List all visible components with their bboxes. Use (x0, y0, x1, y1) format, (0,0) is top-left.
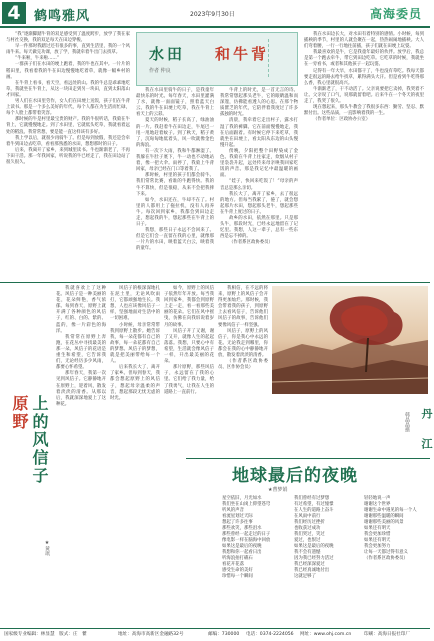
poem-line: 如果这是最后的夜晚 (294, 544, 334, 549)
poem-line: 听海浪拍打礁石 (222, 556, 253, 561)
poem-line: 珍惜每一个瞬间 (222, 574, 253, 579)
paragraph: 傍晚，夕阳把整个田野染成了金色。我骑在牛背上往家走，炊烟从村子里袅袅升起，远处传来母亲唤我回家吃饭的声音。那是我记忆中最温暖的画面。 (220, 148, 298, 179)
poem-line: 轻轻地说一声 (364, 496, 391, 501)
paragraph: 夏天的时候，稻子长高了，绿油油的一片。我赶着牛在田边走，牛尾巴一甩一甩地赶着蚊子。到了秋天，稻子黄了，沉甸甸地低着头，风一吹就像金色的海浪。 (136, 118, 214, 148)
page-number: 4 (2, 2, 26, 24)
paragraph: 风信子，原野上的风信子，你是我心中永远的花。无论我走到哪里，你都会在我的心中静静地开放，散发着淡淡的清香。 (218, 328, 268, 359)
poem-line: 我已经真诚地付出 (294, 568, 330, 573)
paragraph: 如今，水田还在，牛却不在了。村里的人都用上了拖拉机，没有人再养牛。每次回到家乡，我都会到田边走走，想起我的牛，想起那些在牛背上的日子。 (136, 197, 214, 228)
banner-ornament (268, 39, 291, 77)
poem-line: 在风雨中前行 (294, 514, 321, 519)
poem-line: 有过希望，有过憧憬 (294, 502, 334, 507)
footer-website: 网址：www.ohj.com.cn (300, 632, 352, 637)
poem-line: 我们经历过挫折 (294, 520, 325, 525)
poem-line: 感受生命的美好 (222, 568, 253, 573)
landscape-photo (272, 286, 428, 394)
poem-line: 听风的声音 (222, 508, 244, 513)
page-footer (0, 628, 430, 641)
poem-line: 因为我已经努力活过 (294, 556, 334, 561)
poem-column (294, 496, 364, 580)
poem-line: 也收获过成功 (294, 526, 321, 531)
poem-line: 我不会有遗憾 (294, 550, 321, 555)
article-author: 作者 仲良 (149, 68, 171, 74)
paragraph: 一群孩子们在水田的埂上跑着，我的牛也在其中。一片片的稻田里，我看着我的牛在田边慢慢地吃着草，就像一幅乡村的画。 (6, 62, 130, 80)
paragraph: 小时候，母亲常常带我到原野上散步。她告诉我，每一朵花都有自己的故事，每一朵花都有自己的梦想。风信子的梦想，就是把美丽带给每一个人。 (110, 322, 160, 365)
paragraph: 我上学以后，就很少再骑牛了。但是每到放假，我还是会牵着牛到田边去吃草，看看那熟悉的水田，想想那时的日子。 (6, 135, 130, 147)
paragraph: 现在想起来，那头牛教会了我很多东西：勤劳、坚忍、默默付出。这些品质，一直影响着我的一生。 (304, 105, 424, 117)
paragraph: “娃子，快回来吃饭了！”母亲的声音总是那么亲切。 (220, 179, 298, 191)
article-column (6, 32, 130, 278)
poem-column (222, 496, 292, 580)
footer-printer: 印刷：高海日报社印厂 (364, 632, 410, 637)
paragraph: 风信子开了又谢，谢了又开，就像人生的起起落落。我想，只要心中有希望，生活就会像风信子一样，开出最美丽的花朵。 (164, 328, 214, 365)
poem-line: 像电影一样在脑海中回放 (222, 538, 271, 543)
paragraph: 在牛背上看书，看天空，看远处的山。我的牛总是乖乖地吃草，我就坐在牛背上，从这一块田走到另一块田，直到太阳落山才回家。 (6, 80, 130, 98)
essay-author: ★黄琪 (44, 540, 50, 556)
poem-line: 我们哭过，笑过 (294, 532, 325, 537)
poem-author: ★曹梦娟 (268, 487, 288, 493)
section-divider (0, 282, 430, 283)
paragraph: 我最喜欢的是牛，它是我童年最好的伙伴。放学后，我总是第一个跑去牵牛，带它到田边吃草。它吃草的时候，我就坐在一旁看书，或者和其他孩子一起玩耍。 (304, 50, 424, 68)
article-title-part1: 水田 (149, 45, 186, 63)
poem-line: 想起了许多往事 (222, 520, 253, 525)
footer-editor: 国家级专业编辑：林显慧 版式：庄 藿 (4, 632, 87, 637)
poem-divider (186, 458, 430, 459)
footer-phone: 电话：0374-2224056 (246, 632, 294, 637)
issue-date: 2023年9月30日 (190, 11, 235, 18)
paragraph: 那时候的牛是村里最宝贵的财产。我的牛很听话，我骑在牛背上，它就慢慢地走。到了水田里，它就低头吃草，我就看着远处的稻浪。我常常想，要是能一直这样该有多好。 (6, 117, 130, 135)
poem-line: 我们曾经有过梦想 (294, 496, 330, 501)
page-header (0, 0, 430, 26)
paragraph: 牛渐渐老了，干不动活了。父亲说要把它卖掉，我哭着不让。父亲叹了口气，说那就留着吧。后来牛在一个冬天的夜里走了，我哭了很久。 (304, 86, 424, 105)
poem-title: 地球最后的夜晚 (232, 466, 358, 486)
article-title-part2: 和牛背 (215, 45, 270, 63)
paragraph: 清晨，我牵着它走出村子，露水打湿了我的裤脚。它在前面慢慢地走，我在后面跟着。有时候它停下来吃草，我就坐在田埂上，看太阳从东边的山头慢慢升起。 (220, 118, 298, 148)
essay-title-part1: 原野 (10, 395, 29, 431)
paragraph: 那片原野，那些风信子，永远留在了我的心里。它们给了我力量，给了我勇气，让我在人生的道路上一直前行。 (164, 365, 214, 395)
essay-column (164, 286, 214, 456)
photo-title: 丹 江 (420, 408, 433, 453)
poem-line: 我已经深深爱过 (294, 562, 325, 567)
poem-line: 我会更加努力 (364, 544, 391, 549)
poem-line: 我会更加珍惜 (364, 532, 391, 537)
poem-line: 我想和你一起看日出 (222, 550, 262, 555)
article-column (220, 88, 298, 278)
paragraph: 那年春天，我第一次见到风信子。它静静地开在原野上，迎着风，散发着淡淡的清香。从那以后，我就深深地爱上了这种花。 (56, 371, 106, 407)
paragraph: 风信子的根深深地扎在泥土里，无论风吹雨打，它都顽强地生长。我想，人也应该像风信子一样，坚强地面对生活中的一切困难。 (110, 286, 160, 322)
brand-logo: 高海委员 (369, 7, 422, 21)
essay-column (110, 286, 160, 626)
poem-line: 让每一天都过得有意义 (364, 550, 408, 555)
paragraph: 早一件那时我踏过还有很多的事，直到生活里，我的一个风雨牛来。每天做完功课，放了学，我就牵着牛出门去找草。 (6, 44, 130, 56)
paragraph: 我想，那些日子永远不会回来了。但是它们会一直留在我的心里，就像那一片片的水田，映着蓝天白云，映着我的童年。 (136, 228, 214, 252)
paragraph: 我在水田里骑牛的日子，是我童年最快乐的时光。每年春天，水田里灌满了水，就像一面面镜子，照着蓝天白云。我的牛在田埂上吃草，我在牛背上看天上的云彩。 (136, 88, 214, 118)
poem-line: 那些欢笑，那些泪水 (222, 526, 262, 531)
photo-credit: 韩晶晶摄 (404, 412, 410, 432)
poem-line: 看流星划过天际 (222, 514, 253, 519)
essay-column (56, 286, 106, 626)
landscape-photo-image (272, 286, 428, 394)
poem-line: 在人生的道路上奋斗 (294, 508, 334, 513)
section-title: 鹤鸣雅风 (34, 9, 91, 24)
paragraph: （作者系区政协委员） (229, 240, 273, 246)
paragraph: 后来，我离开了家乡，来到城里读书。牛也渐渐老了，不再下田干活。那一年我回家，听说我的牛已经走了，我在田边站了很久很久。 (6, 147, 130, 165)
poem-line: 如果还有明天 (364, 526, 391, 531)
paragraph: （作者单位：区政协办公室） (313, 117, 371, 123)
poem-line: 谢谢这个世界 (364, 502, 391, 507)
essay-title-part2: 上的风信子 (30, 395, 49, 485)
poem-line: 这就足够了 (294, 574, 316, 579)
essay-column (218, 286, 268, 456)
paragraph: 如今，原野上的风信子依然年年开放。每当我回到家乡，我都会到原野上走一走，看一看那些美丽的花朵。它们在风中摇曳，仿佛在向我诉说着岁月的故事。 (164, 286, 214, 328)
paragraph: 我在水田边长大，对水田有着特别的感情。小时候，每到插秧的季节，村里的人就会聚在一起，热热闹闹地插秧。大人们弯着腰，一行一行地往前插，孩子们就在田埂上玩耍。 (304, 32, 424, 50)
poem-line: 如果还有明天 (364, 538, 391, 543)
footer-postcode: 邮编：730000 (208, 632, 240, 637)
poem-line: 谢谢生命中遇见的每一个人 (364, 508, 417, 513)
paragraph: 记得有一年大旱，水田都干了，牛也没有草吃。我每天都要走很远的路去给牛找草，累得满头大汗。但是看到牛吃得那么香，我心里就很高兴。 (304, 68, 424, 86)
poem-line: 如果这是最后的夜晚 (222, 544, 262, 549)
article-title-banner (136, 32, 298, 86)
header-rule (0, 26, 430, 28)
poem-line: 谢谢那些温暖的瞬间 (364, 514, 404, 519)
paragraph: 牛背上的时光，是一首无言的诗。我常常想起那头老牛，它的眼睛温和而深邃，仿佛能看透人的心思。在那个物质匮乏的年代，它陪伴着我度过了许多孤独的时光。 (220, 88, 298, 118)
paragraph: “我”逐渐脚踏牛背的双足感受到了温度跨步，放学了我在家与村社交换，我的双足每天在田边穿梭。 (6, 32, 130, 44)
poem-line: 爱过，也恨过 (294, 538, 321, 543)
article-column (136, 88, 214, 278)
paragraph: 我长大了，离开了家乡，去了很远的地方。但每当我累了，倦了，就会想起那片水田，想起那头老牛，想起那些在牛背上度过的日子。 (220, 191, 298, 215)
paragraph: 故乡的水田，依然在那里。只是那头牛，那段时光，已经永远地留在了记忆里。我想，人这一辈子，总有一些东西是忘不掉的。 (220, 215, 298, 240)
article-column (304, 32, 424, 278)
paragraph: 那时候，村里的孩子们都会骑牛。我们常常比赛，看谁的牛跑得快。我的牛不算快，但是很稳，从来不会把我摔下来。 (136, 173, 214, 197)
paragraph: “牛来啦，牛来啦……” (15, 56, 60, 62)
poem-column (364, 496, 428, 562)
paragraph: （作者系区政协委员、区作协会员） (218, 359, 268, 371)
poem-line: 看花开花落 (222, 562, 244, 567)
poem-line: 谢谢那些美丽的风景 (364, 520, 404, 525)
paragraph: 男人们在水田里劳作，女人们在田埂上送饭，孩子们在牛背上读书。那是一个多么美好的年代，每个人都在为生活而忙碌，每个人脸上都带着笑容。 (6, 99, 130, 117)
paragraph: 我相信，在不远的将来，原野上的风信子会开得更加灿烂。那时候，我会带着我的孩子，到原野上去看风信子，告诉他们风信子的故事，告诉他们要像风信子一样坚强。 (218, 286, 268, 328)
paragraph: 有一次下大雨，我和牛都淋湿了。我躲在牛肚子底下，牛一动也不动地站着，像一把大伞。雨停了，我骑上牛背回家，母亲已经在门口等着我了。 (136, 148, 214, 173)
poem-line: （作者系区政协委员） (364, 556, 408, 561)
footer-address: 地址：高海市高新区金融路32号 (118, 632, 184, 637)
paragraph: 我常常在原野上奔跑，在花丛中寻找最美的那一朵。风信子的花语是重生和希望，它告诉我们，无论经历多少风雨，都要心怀希望。 (56, 334, 106, 371)
paragraph: 后来我长大了，离开了家乡。但每到春天，我都会想起原野上的风信子，想起母亲温柔的声音，想起那段无忧无虑的时光。 (110, 365, 160, 401)
paragraph: 我就喜欢上了这种花。风信子是一种美丽的花，花朵鲜艳，香气浓郁。每到春天，原野上就开满了各种颜色的风信子，红的、白的、紫的、蓝的，像一片彩色的海洋。 (56, 286, 106, 334)
poem-line: 星空依旧，月光如水 (222, 496, 262, 501)
poem-line: 那些曾经一起走过的日子 (222, 532, 271, 537)
poem-line: 我们坐在山岗上仰望苍穹 (222, 502, 271, 507)
